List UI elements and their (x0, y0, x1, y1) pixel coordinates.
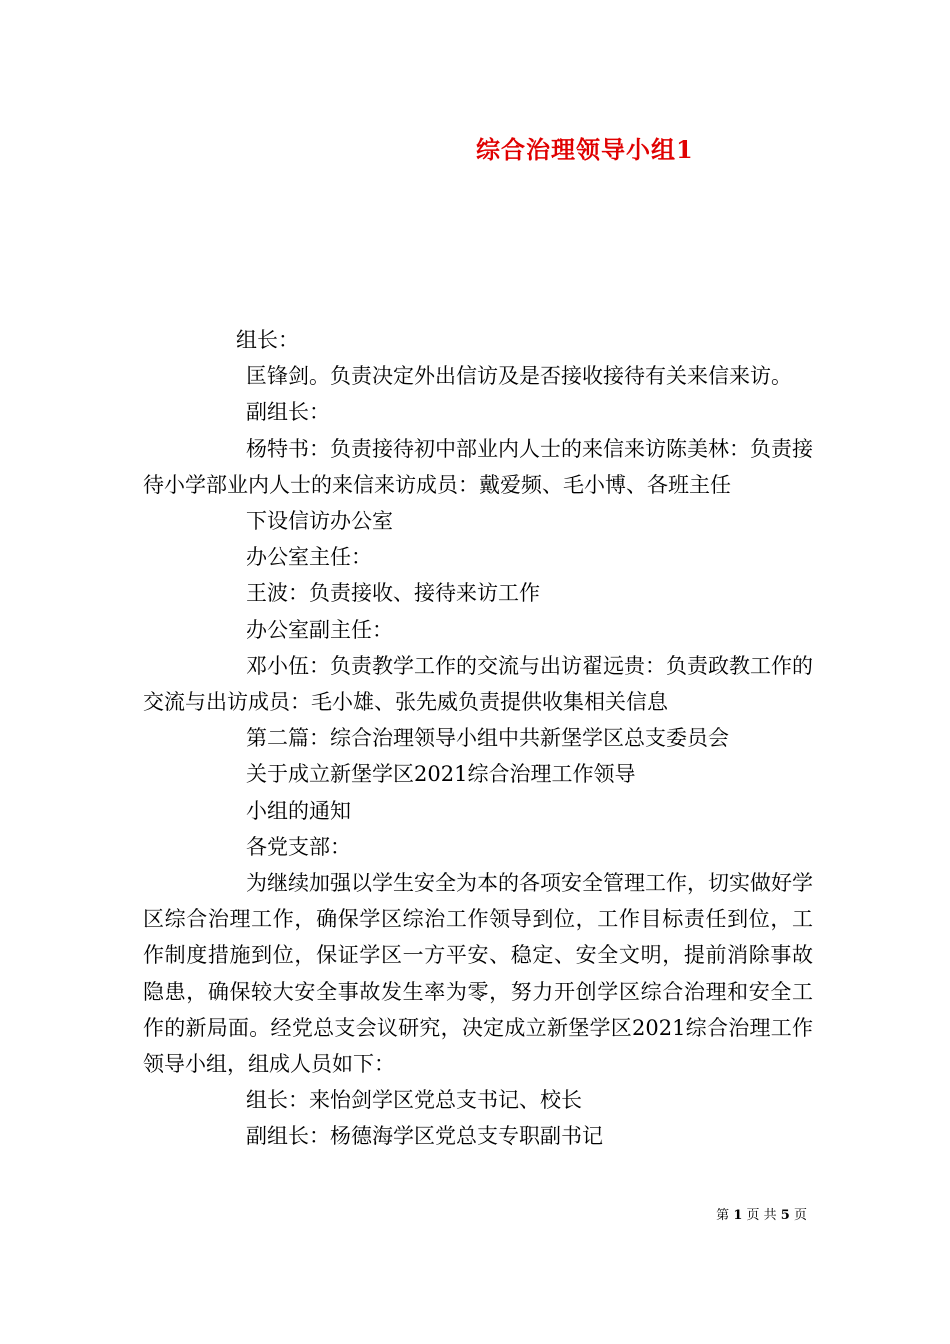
text-line: 下设信访办公室 (246, 509, 393, 534)
footer-suffix: 页 (793, 1208, 807, 1223)
text-line: 办公室主任： (246, 545, 372, 570)
text-line: 组长：来怡剑学区党总支书记、校长 (246, 1088, 582, 1113)
text-paragraph: 邓小伍：负责教学工作的交流与出访翟远贵：负责政教工作的交流与出访成员：毛小雄、张先威负责提供收集相关信息 (143, 653, 813, 715)
document-body (143, 322, 813, 1155)
text-line: 副组长：杨德海学区党总支专职副书记 (246, 1124, 603, 1149)
text-line: 王波：负责接收、接待来访工作 (246, 581, 540, 606)
text-line: 各党支部： (246, 834, 351, 859)
text-line: 匡锋剑。负责决定外出信访及是否接收接待有关来信来访。 (246, 364, 792, 389)
text-line: 关于成立新堡学区2021综合治理工作领导 (246, 762, 636, 787)
text-line: 办公室副主任： (246, 617, 393, 642)
footer-middle: 页 共 (746, 1208, 777, 1223)
footer-prefix: 第 (716, 1208, 730, 1223)
footer-current-page: 1 (733, 1208, 743, 1223)
text-paragraph: 杨特书：负责接待初中部业内人士的来信来访陈美林：负责接待小学部业内人士的来信来访成员：戴爱频、毛小博、各班主任 (143, 436, 813, 497)
footer-total-pages: 5 (780, 1208, 790, 1223)
text-line: 副组长： (246, 400, 330, 425)
page-footer (716, 1204, 807, 1223)
document-title: 综合治理领导小组1 (476, 135, 694, 164)
text-line: 第二篇：综合治理领导小组中共新堡学区总支委员会 (246, 726, 729, 751)
text-line: 小组的通知 (246, 798, 351, 823)
text-paragraph: 为继续加强以学生安全为本的各项安全管理工作，切实做好学区综合治理工作，确保学区综治工作领导到位，工作目标责任到位，工作制度措施到位，保证学区一方平安、稳定、安全文明，提前消除事故隐患，确保较大安全事故发生率为零，努力开创学区综合治理和安全工作的新局面。经党总支会议研究，决定成立新堡学区2021综合治理工作领导小组，组成人员如下： (143, 871, 813, 1077)
text-line: 组长： (236, 328, 299, 352)
